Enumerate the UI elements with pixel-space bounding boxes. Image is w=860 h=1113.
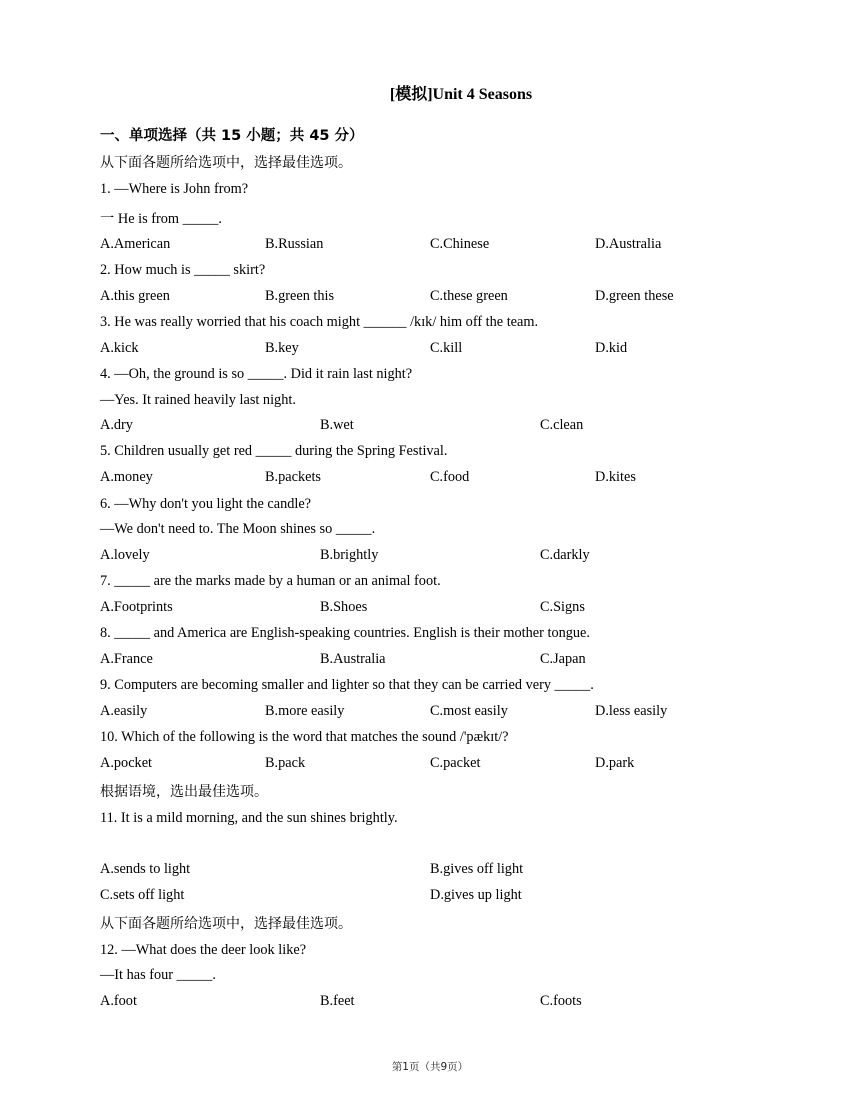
question-2-option-b[interactable]: B.green this: [265, 288, 335, 304]
question-10-stem: 10. Which of the following is the word that matches the sound /'pækɪt/?: [100, 729, 509, 745]
question-12-line-2: —It has four _____.: [100, 967, 216, 983]
question-10-option-c[interactable]: C.packet: [430, 755, 481, 771]
question-5-option-c[interactable]: C.food: [430, 469, 470, 485]
page-footer: 第1页（共9页）: [391, 1061, 469, 1073]
question-12-option-a[interactable]: A.foot: [100, 993, 137, 1009]
question-3-option-b[interactable]: B.key: [265, 340, 299, 356]
question-2-option-a[interactable]: A.this green: [100, 288, 170, 304]
question-9-option-d[interactable]: D.less easily: [595, 703, 668, 719]
question-9-option-a[interactable]: A.easily: [100, 703, 148, 719]
instruction-text: 从下面各题所给选项中，选择最佳选项。: [100, 916, 352, 932]
question-11-option-c[interactable]: C.sets off light: [100, 887, 185, 903]
question-8-option-b[interactable]: B.Australia: [320, 651, 386, 667]
question-3-option-c[interactable]: C.kill: [430, 340, 463, 356]
question-6-stem: 6. —Why don't you light the candle?: [100, 496, 312, 512]
question-12-option-b[interactable]: B.feet: [320, 993, 355, 1009]
question-3-stem: 3. He was really worried that his coach might ______ /kɪk/ him off the team.: [100, 314, 539, 330]
question-5-option-b[interactable]: B.packets: [265, 469, 321, 485]
question-4-stem: 4. —Oh, the ground is so _____. Did it rain last night?: [100, 366, 413, 382]
question-1-stem: 1. —Where is John from?: [100, 181, 249, 197]
question-8-option-c[interactable]: C.Japan: [540, 651, 586, 667]
question-6-option-a[interactable]: A.lovely: [100, 547, 150, 563]
question-1-option-d[interactable]: D.Australia: [595, 236, 662, 252]
question-4-option-a[interactable]: A.dry: [100, 417, 133, 433]
question-9-option-c[interactable]: C.most easily: [430, 703, 508, 719]
question-5-option-d[interactable]: D.kites: [595, 469, 636, 485]
question-8-stem: 8. _____ and America are English-speaking countries. English is their mother tongue.: [100, 625, 590, 641]
instruction-text: 从下面各题所给选项中，选择最佳选项。: [100, 155, 352, 171]
question-11-stem: 11. It is a mild morning, and the sun shines brightly.: [100, 810, 398, 826]
question-1-option-b[interactable]: B.Russian: [265, 236, 324, 252]
question-12-stem: 12. —What does the deer look like?: [100, 942, 307, 958]
question-7-option-b[interactable]: B.Shoes: [320, 599, 368, 615]
question-11-option-b[interactable]: B.gives off light: [430, 861, 524, 877]
question-5-option-a[interactable]: A.money: [100, 469, 153, 485]
question-2-option-c[interactable]: C.these green: [430, 288, 508, 304]
question-11-option-a[interactable]: A.sends to light: [100, 861, 191, 877]
question-1-line-2: 一 He is from _____.: [100, 211, 222, 227]
question-9-stem: 9. Computers are becoming smaller and lighter so that they can be carried very _____.: [100, 677, 594, 693]
page-title: [模拟]Unit 4 Seasons: [389, 86, 533, 103]
question-10-option-d[interactable]: D.park: [595, 755, 635, 771]
question-3-option-d[interactable]: D.kid: [595, 340, 628, 356]
question-5-stem: 5. Children usually get red _____ during the Spring Festival.: [100, 443, 448, 459]
question-2-option-d[interactable]: D.green these: [595, 288, 674, 304]
question-7-stem: 7. _____ are the marks made by a human or an animal foot.: [100, 573, 441, 589]
question-6-line-2: —We don't need to. The Moon shines so _____.: [100, 521, 376, 537]
question-2-stem: 2. How much is _____ skirt?: [100, 262, 266, 278]
question-4-line-2: —Yes. It rained heavily last night.: [100, 392, 296, 408]
question-4-option-c[interactable]: C.clean: [540, 417, 584, 433]
question-9-option-b[interactable]: B.more easily: [265, 703, 345, 719]
section-heading: 一、单项选择（共 15 小题；共 45 分）: [100, 128, 364, 144]
question-10-option-a[interactable]: A.pocket: [100, 755, 153, 771]
question-7-option-c[interactable]: C.Signs: [540, 599, 585, 615]
question-8-option-a[interactable]: A.France: [100, 651, 153, 667]
question-11-option-d[interactable]: D.gives up light: [430, 887, 522, 903]
question-6-option-b[interactable]: B.brightly: [320, 547, 379, 563]
question-10-option-b[interactable]: B.pack: [265, 755, 306, 771]
question-7-option-a[interactable]: A.Footprints: [100, 599, 173, 615]
question-6-option-c[interactable]: C.darkly: [540, 547, 590, 563]
question-1-option-a[interactable]: A.American: [100, 236, 171, 252]
instruction-text: 根据语境，选出最佳选项。: [100, 784, 268, 800]
question-12-option-c[interactable]: C.foots: [540, 993, 582, 1009]
question-3-option-a[interactable]: A.kick: [100, 340, 139, 356]
question-4-option-b[interactable]: B.wet: [320, 417, 354, 433]
question-1-option-c[interactable]: C.Chinese: [430, 236, 490, 252]
